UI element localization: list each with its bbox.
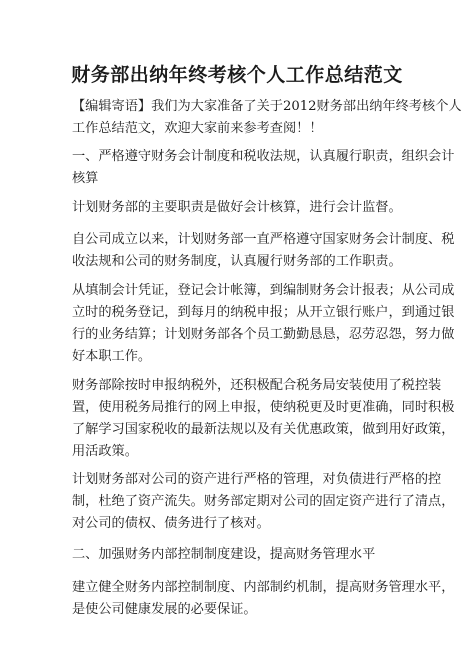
text-line: 立时的税务登记，到每月的纳税申报；从开立银行账户，到通过银: [72, 305, 455, 320]
text-line: 收法规和公司的财务制度，认真履行财务部的工作职责。: [72, 254, 402, 269]
text-line: 【编辑寄语】我们为大家准备了关于2012财务部出纳年终考核个人: [72, 99, 462, 114]
editor-note-paragraph: [72, 96, 462, 140]
text-line: 从填制会计凭证，登记会计帐簿，到编制财务会计报表；从公司成: [72, 283, 455, 298]
text-line: 财务部除按时申报纳税外，还积极配合税务局安装使用了税控装: [72, 378, 442, 393]
body-paragraph: [72, 469, 455, 535]
text-line: 行的业务结算；计划财务部各个员工勤勤恳恳，忍劳忍怨，努力做: [72, 327, 455, 342]
text-line: 是使公司健康发展的必要保证。: [72, 602, 257, 617]
text-line: 好本职工作。: [72, 349, 152, 364]
text-line: 计划财务部对公司的资产进行严格的管理，对负债进行严格的控: [72, 472, 442, 487]
text-line: 自公司成立以来，计划财务部一直严格遵守国家财务会计制度、税: [72, 232, 455, 247]
text-line: 了解学习国家税收的最新法规以及有关优惠政策，做到用好政策，: [72, 422, 455, 437]
text-line: 制，杜绝了资产流失。财务部定期对公司的固定资产进行了清点，: [72, 494, 455, 509]
section-2-heading: [72, 544, 412, 566]
section-1-heading: [72, 146, 455, 190]
text-line: 计划财务部的主要职责是做好会计核算，进行会计监督。: [72, 200, 402, 215]
body-paragraph: [72, 197, 412, 219]
text-line: 核算: [72, 171, 99, 186]
text-line: 建立健全财务内部控制制度、内部制约机制，提高财务管理水平，: [72, 580, 455, 595]
body-paragraph: [72, 280, 455, 368]
text-line: 用活政策。: [72, 444, 138, 459]
text-line: 工作总结范文，欢迎大家前来参考查阅！！: [72, 121, 323, 136]
text-line: 对公司的债权、债务进行了核对。: [72, 516, 270, 531]
document-title: 财务部出纳年终考核个人工作总结范文: [71, 64, 403, 86]
text-line: 二、加强财务内部控制制度建设，提高财务管理水平: [72, 547, 376, 562]
body-paragraph: [72, 577, 455, 621]
text-line: 一、严格遵守财务会计制度和税收法规，认真履行职责，组织会计: [72, 149, 455, 164]
text-line: 置，使用税务局推行的网上申报，使纳税更及时更准确，同时积极: [72, 400, 455, 415]
body-paragraph: [72, 229, 455, 273]
body-paragraph: [72, 375, 455, 463]
